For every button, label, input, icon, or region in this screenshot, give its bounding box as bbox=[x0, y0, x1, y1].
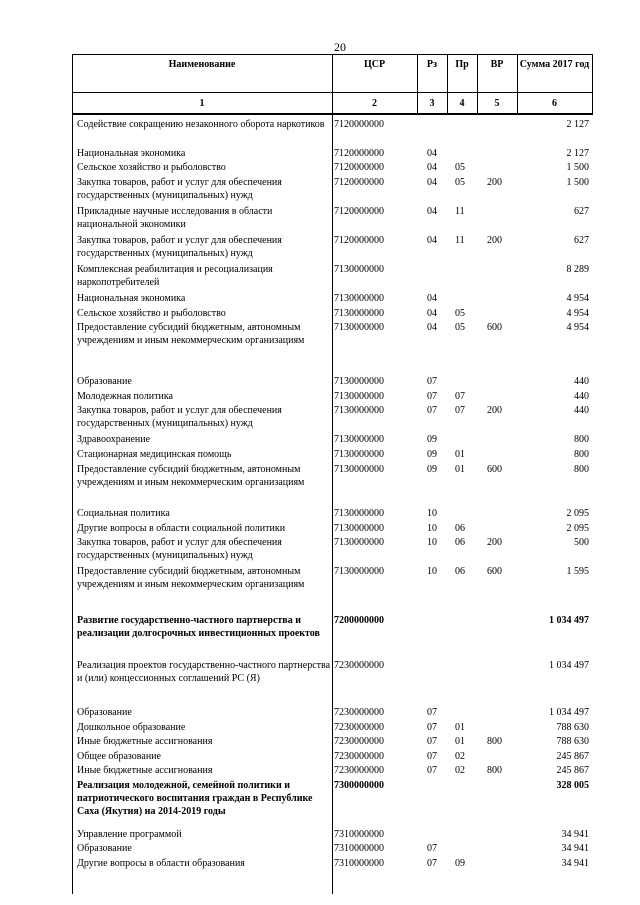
row-rz: 04 bbox=[427, 235, 437, 246]
row-rz: 04 bbox=[427, 162, 437, 173]
row-name: Закупка товаров, работ и услуг для обеспечения государственных (муниципальных) нужд bbox=[77, 537, 282, 561]
row-pr: 11 bbox=[455, 206, 465, 217]
row-sum: 34 941 bbox=[561, 829, 589, 840]
row-name: Предоставление субсидий бюджетным, автономным учреждениям и иным некоммерческим организациям bbox=[77, 322, 305, 346]
row-pr: 02 bbox=[455, 751, 465, 762]
row-sum: 4 954 bbox=[566, 322, 589, 333]
row-name: Другие вопросы в области социальной политики bbox=[77, 523, 286, 534]
row-rz: 04 bbox=[427, 308, 437, 319]
row-sum: 245 867 bbox=[556, 751, 589, 762]
budget-table bbox=[72, 54, 593, 894]
row-rz: 04 bbox=[427, 293, 437, 304]
row-rz: 09 bbox=[427, 464, 437, 475]
row-name: Другие вопросы в области образования bbox=[77, 858, 245, 869]
header-bottom-border bbox=[72, 113, 593, 115]
row-rz: 07 bbox=[427, 751, 437, 762]
row-name: Образование bbox=[77, 707, 132, 718]
row-name: Образование bbox=[77, 843, 132, 854]
row-csr: 7230000000 bbox=[334, 765, 384, 776]
row-csr: 7130000000 bbox=[334, 523, 384, 534]
header-divider bbox=[72, 92, 593, 93]
row-name: Здравоохранение bbox=[77, 434, 151, 445]
row-csr: 7130000000 bbox=[334, 434, 384, 445]
row-pr: 06 bbox=[455, 566, 465, 577]
row-pr: 05 bbox=[455, 162, 465, 173]
row-name: Предоставление субсидий бюджетным, автономным учреждениям и иным некоммерческим организациям bbox=[77, 566, 305, 590]
row-csr: 7120000000 bbox=[334, 235, 384, 246]
row-sum: 1 034 497 bbox=[549, 707, 589, 718]
row-sum: 2 095 bbox=[566, 508, 589, 519]
row-csr: 7120000000 bbox=[334, 119, 384, 130]
row-rz: 07 bbox=[427, 858, 437, 869]
row-name: Закупка товаров, работ и услуг для обеспечения государственных (муниципальных) нужд bbox=[77, 177, 282, 201]
row-sum: 800 bbox=[574, 449, 589, 460]
row-csr: 7310000000 bbox=[334, 843, 384, 854]
row-sum: 1 500 bbox=[566, 162, 589, 173]
header-csr: ЦСР bbox=[363, 59, 386, 70]
row-pr: 05 bbox=[455, 308, 465, 319]
row-sum: 627 bbox=[574, 235, 589, 246]
row-sum: 1 500 bbox=[566, 177, 589, 188]
row-csr: 7230000000 bbox=[334, 736, 384, 747]
col-number: 2 bbox=[372, 98, 377, 109]
row-csr: 7200000000 bbox=[334, 615, 384, 626]
header-name: Наименование bbox=[168, 59, 236, 70]
row-csr: 7230000000 bbox=[334, 660, 384, 671]
table-border-left bbox=[72, 54, 73, 894]
row-csr: 7230000000 bbox=[334, 751, 384, 762]
row-name: Развитие государственно-частного партнерства и реализации долгосрочных инвестиционных проектов bbox=[77, 615, 320, 639]
row-pr: 07 bbox=[455, 405, 465, 416]
row-vr: 200 bbox=[487, 405, 502, 416]
row-rz: 04 bbox=[427, 322, 437, 333]
row-vr: 200 bbox=[487, 537, 502, 548]
row-vr: 200 bbox=[487, 235, 502, 246]
header-rz: Рз bbox=[426, 59, 438, 70]
row-csr: 7130000000 bbox=[334, 405, 384, 416]
col-number: 6 bbox=[552, 98, 557, 109]
row-csr: 7130000000 bbox=[334, 376, 384, 387]
row-name: Реализация проектов государственно-частного партнерства и (или) концессионных соглашений РС (Я) bbox=[77, 660, 331, 684]
row-pr: 01 bbox=[455, 449, 465, 460]
row-name: Прикладные научные исследования в области национальной экономики bbox=[77, 206, 273, 230]
row-name: Сельское хозяйство и рыболовство bbox=[77, 308, 226, 319]
row-csr: 7120000000 bbox=[334, 162, 384, 173]
row-csr: 7300000000 bbox=[334, 780, 384, 791]
row-name: Предоставление субсидий бюджетным, автономным учреждениям и иным некоммерческим организациям bbox=[77, 464, 305, 488]
col-number: 5 bbox=[494, 98, 500, 109]
row-pr: 05 bbox=[455, 177, 465, 188]
row-name: Молодежная политика bbox=[77, 391, 173, 402]
row-name: Иные бюджетные ассигнования bbox=[77, 736, 213, 747]
row-vr: 600 bbox=[487, 322, 502, 333]
row-csr: 7130000000 bbox=[334, 566, 384, 577]
row-pr: 07 bbox=[455, 391, 465, 402]
row-sum: 328 005 bbox=[556, 780, 589, 791]
row-pr: 01 bbox=[455, 736, 465, 747]
row-csr: 7130000000 bbox=[334, 264, 384, 275]
row-pr: 01 bbox=[455, 464, 465, 475]
row-name: Образование bbox=[77, 376, 132, 387]
row-name: Содействие сокращению незаконного оборота наркотиков bbox=[77, 119, 325, 130]
row-name: Стационарная медицинская помощь bbox=[77, 449, 232, 460]
row-sum: 245 867 bbox=[556, 765, 589, 776]
row-sum: 800 bbox=[574, 464, 589, 475]
row-sum: 440 bbox=[574, 376, 589, 387]
row-rz: 04 bbox=[427, 206, 437, 217]
row-pr: 05 bbox=[455, 322, 465, 333]
row-rz: 07 bbox=[427, 707, 437, 718]
row-csr: 7130000000 bbox=[334, 537, 384, 548]
row-sum: 1 595 bbox=[566, 566, 589, 577]
row-name: Комплексная реабилитация и ресоциализация наркопотребителей bbox=[77, 264, 273, 288]
row-pr: 01 bbox=[455, 722, 465, 733]
row-sum: 440 bbox=[574, 405, 589, 416]
row-csr: 7130000000 bbox=[334, 322, 384, 333]
row-sum: 1 034 497 bbox=[549, 615, 589, 626]
row-rz: 07 bbox=[427, 405, 437, 416]
row-csr: 7130000000 bbox=[334, 293, 384, 304]
row-csr: 7130000000 bbox=[334, 508, 384, 519]
row-csr: 7120000000 bbox=[334, 148, 384, 159]
row-name: Социальная политика bbox=[77, 508, 170, 519]
row-vr: 200 bbox=[487, 177, 502, 188]
row-name: Закупка товаров, работ и услуг для обеспечения государственных (муниципальных) нужд bbox=[77, 405, 282, 429]
row-name: Национальная экономика bbox=[77, 293, 186, 304]
row-name: Управление программой bbox=[77, 829, 182, 840]
row-name: Иные бюджетные ассигнования bbox=[77, 765, 213, 776]
row-sum: 800 bbox=[574, 434, 589, 445]
row-sum: 440 bbox=[574, 391, 589, 402]
header-vr: ВР bbox=[490, 59, 504, 70]
row-csr: 7230000000 bbox=[334, 707, 384, 718]
row-csr: 7130000000 bbox=[334, 449, 384, 460]
row-csr: 7130000000 bbox=[334, 464, 384, 475]
row-rz: 10 bbox=[427, 566, 437, 577]
row-sum: 8 289 bbox=[566, 264, 589, 275]
row-pr: 02 bbox=[455, 765, 465, 776]
row-name: Реализация молодежной, семейной политики и патриотического воспитания граждан в Республике Саха (Якутия) на 2014-2019 годы bbox=[77, 780, 313, 817]
table-border-top bbox=[72, 54, 593, 55]
col-number: 3 bbox=[429, 98, 435, 109]
row-rz: 09 bbox=[427, 449, 437, 460]
row-rz: 04 bbox=[427, 148, 437, 159]
column-divider bbox=[332, 54, 333, 894]
row-csr: 7130000000 bbox=[334, 308, 384, 319]
page-number: 20 bbox=[334, 40, 346, 54]
row-name: Закупка товаров, работ и услуг для обеспечения государственных (муниципальных) нужд bbox=[77, 235, 282, 259]
row-rz: 07 bbox=[427, 391, 437, 402]
row-csr: 7310000000 bbox=[334, 858, 384, 869]
row-vr: 800 bbox=[487, 765, 502, 776]
col-number: 4 bbox=[459, 98, 465, 109]
row-vr: 600 bbox=[487, 566, 502, 577]
row-vr: 800 bbox=[487, 736, 502, 747]
row-rz: 10 bbox=[427, 523, 437, 534]
row-sum: 4 954 bbox=[566, 308, 589, 319]
row-name: Национальная экономика bbox=[77, 148, 186, 159]
row-sum: 1 034 497 bbox=[549, 660, 589, 671]
row-csr: 7120000000 bbox=[334, 206, 384, 217]
row-pr: 06 bbox=[455, 537, 465, 548]
row-rz: 04 bbox=[427, 177, 437, 188]
row-vr: 600 bbox=[487, 464, 502, 475]
col-number: 1 bbox=[199, 98, 205, 109]
row-name: Сельское хозяйство и рыболовство bbox=[77, 162, 226, 173]
row-sum: 2 127 bbox=[566, 119, 589, 130]
row-name: Дошкольное образование bbox=[77, 722, 186, 733]
row-rz: 10 bbox=[427, 508, 437, 519]
row-sum: 2 095 bbox=[566, 523, 589, 534]
header-pr: Пр bbox=[455, 59, 469, 70]
row-csr: 7310000000 bbox=[334, 829, 384, 840]
row-sum: 34 941 bbox=[561, 858, 589, 869]
row-sum: 788 630 bbox=[556, 736, 589, 747]
row-rz: 07 bbox=[427, 736, 437, 747]
row-csr: 7230000000 bbox=[334, 722, 384, 733]
row-csr: 7120000000 bbox=[334, 177, 384, 188]
row-sum: 2 127 bbox=[566, 148, 589, 159]
row-rz: 07 bbox=[427, 765, 437, 776]
row-sum: 627 bbox=[574, 206, 589, 217]
row-sum: 4 954 bbox=[566, 293, 589, 304]
row-rz: 07 bbox=[427, 843, 437, 854]
row-rz: 07 bbox=[427, 376, 437, 387]
row-csr: 7130000000 bbox=[334, 391, 384, 402]
row-pr: 06 bbox=[455, 523, 465, 534]
row-sum: 34 941 bbox=[561, 843, 589, 854]
row-pr: 09 bbox=[455, 858, 465, 869]
row-sum: 500 bbox=[574, 537, 589, 548]
row-rz: 09 bbox=[427, 434, 437, 445]
row-rz: 07 bbox=[427, 722, 437, 733]
header-sum: Сумма 2017 год bbox=[519, 59, 590, 70]
row-rz: 10 bbox=[427, 537, 437, 548]
row-sum: 788 630 bbox=[556, 722, 589, 733]
row-pr: 11 bbox=[455, 235, 465, 246]
row-name: Общее образование bbox=[77, 751, 161, 762]
table-border-right bbox=[592, 54, 593, 114]
